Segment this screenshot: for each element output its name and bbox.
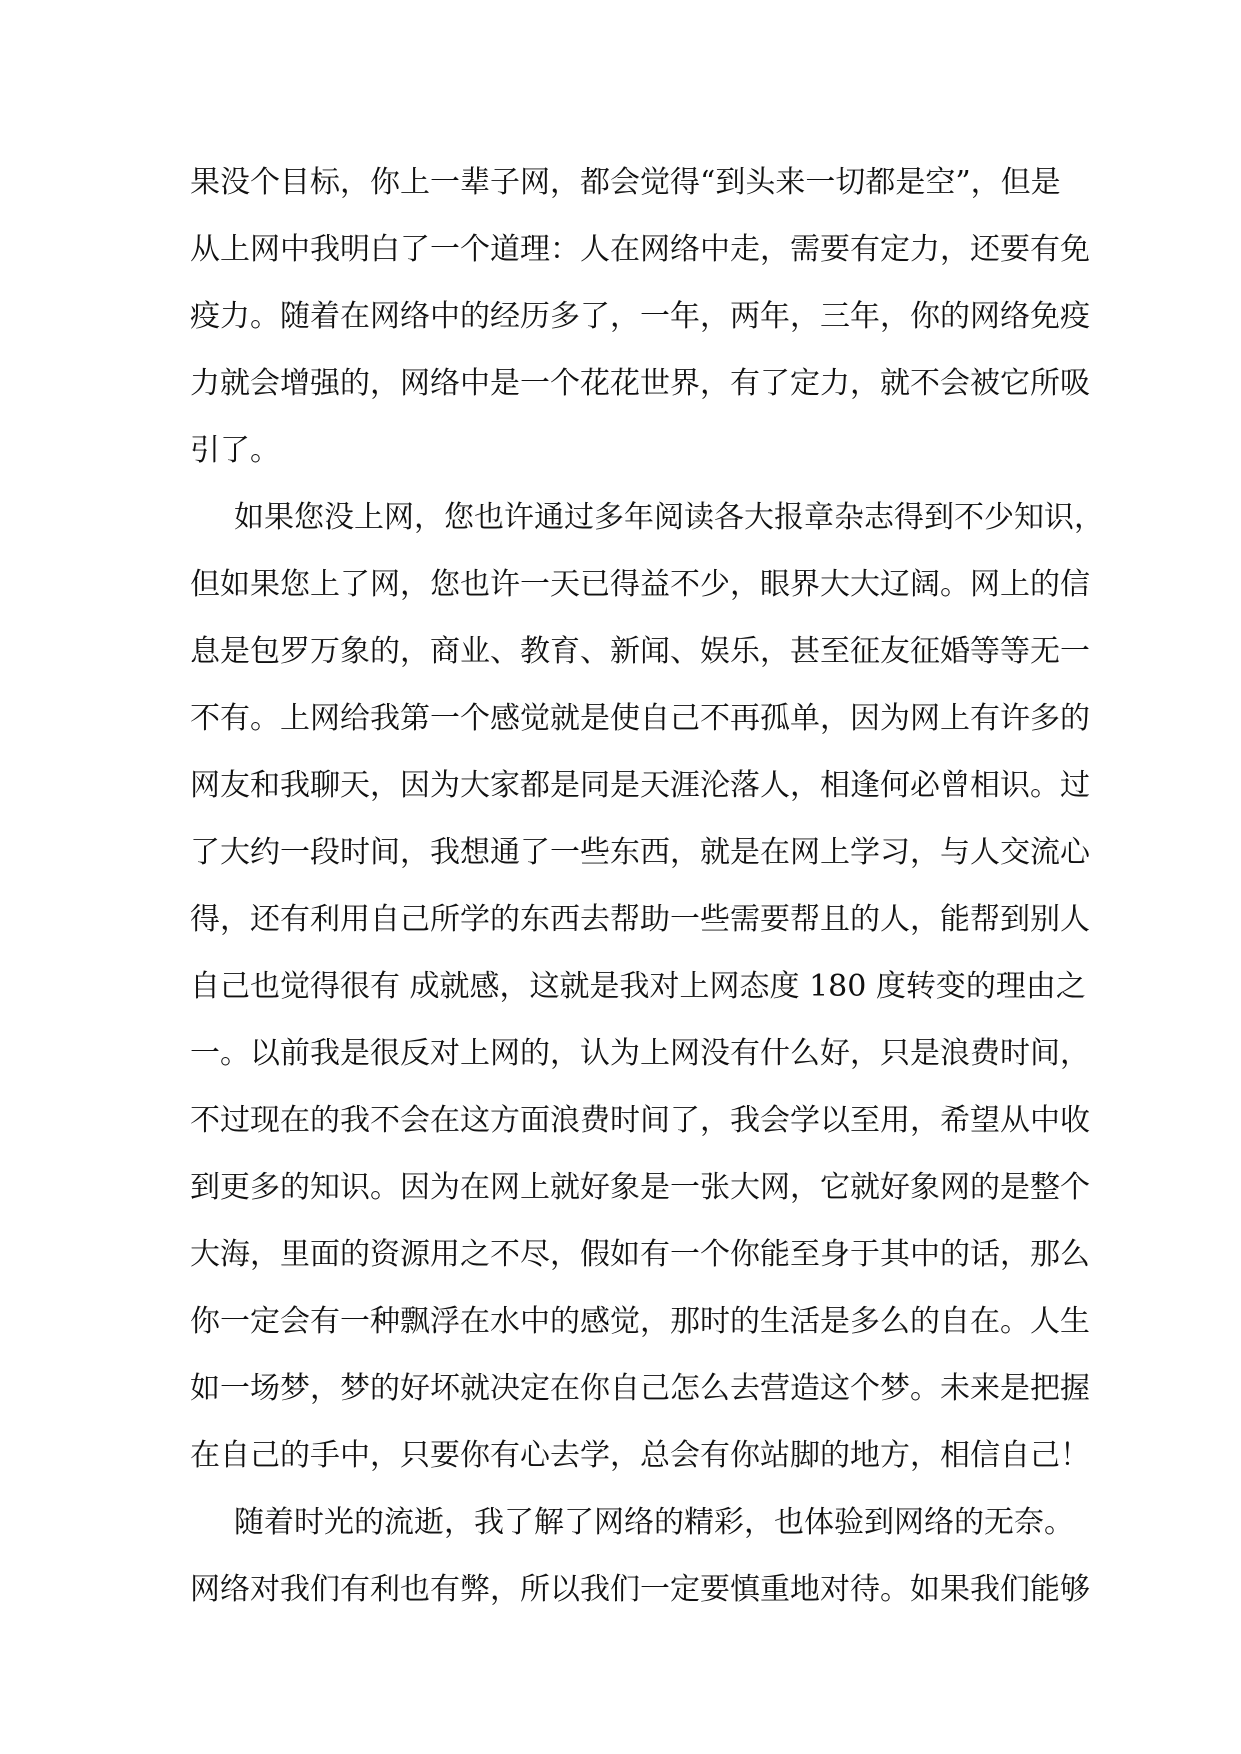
text-line: 到更多的知识。因为在网上就好象是一张大网，它就好象网的是整个 xyxy=(190,1170,1090,1205)
text-line: 如一场梦，梦的好坏就决定在你自己怎么去营造这个梦。未来是把握 xyxy=(190,1371,1090,1406)
text-line: 不过现在的我不会在这方面浪费时间了，我会学以至用，希望从中收 xyxy=(190,1103,1090,1138)
text-line: 随着时光的流逝，我了解了网络的精彩，也体验到网络的无奈。 xyxy=(234,1505,1074,1540)
text-line: 在自己的手中，只要你有心去学，总会有你站脚的地方，相信自己！ xyxy=(190,1438,1090,1473)
body-text xyxy=(190,156,1104,1630)
text-line: 网络对我们有利也有弊，所以我们一定要慎重地对待。如果我们能够 xyxy=(190,1572,1090,1607)
text-line: 引了。 xyxy=(190,433,280,468)
text-line: 如果您没上网，您也许通过多年阅读各大报章杂志得到不少知识， xyxy=(234,500,1104,535)
text-line: 一。以前我是很反对上网的，认为上网没有什么好，只是浪费时间， xyxy=(190,1036,1090,1071)
text-line: 大海，里面的资源用之不尽，假如有一个你能至身于其中的话，那么 xyxy=(190,1237,1090,1272)
text-line: 不有。上网给我第一个感觉就是使自己不再孤单，因为网上有许多的 xyxy=(190,701,1090,736)
text-line: 但如果您上了网，您也许一天已得益不少，眼界大大辽阔。网上的信 xyxy=(190,567,1090,602)
text-line: 疫力。随着在网络中的经历多了，一年，两年，三年，你的网络免疫 xyxy=(190,299,1090,334)
text-line: 从上网中我明白了一个道理：人在网络中走，需要有定力，还要有免 xyxy=(190,232,1090,267)
text-line: 了大约一段时间，我想通了一些东西，就是在网上学习，与人交流心 xyxy=(190,835,1090,870)
text-line: 网友和我聊天，因为大家都是同是天涯沦落人，相逢何必曾相识。过 xyxy=(190,768,1090,803)
text-line: 力就会增强的，网络中是一个花花世界，有了定力，就不会被它所吸 xyxy=(190,366,1090,401)
text-line: 自己也觉得很有 成就感，这就是我对上网态度 180 度转变的理由之 xyxy=(190,969,1086,1004)
text-line: 你一定会有一种飘浮在水中的感觉，那时的生活是多么的自在。人生 xyxy=(190,1304,1090,1339)
text-line: 息是包罗万象的，商业、教育、新闻、娱乐，甚至征友征婚等等无一 xyxy=(190,634,1090,669)
text-line: 得，还有利用自己所学的东西去帮助一些需要帮且的人，能帮到别人 xyxy=(190,902,1090,937)
text-line: 果没个目标，你上一辈子网，都会觉得“到头来一切都是空”，但是 xyxy=(190,165,1061,200)
